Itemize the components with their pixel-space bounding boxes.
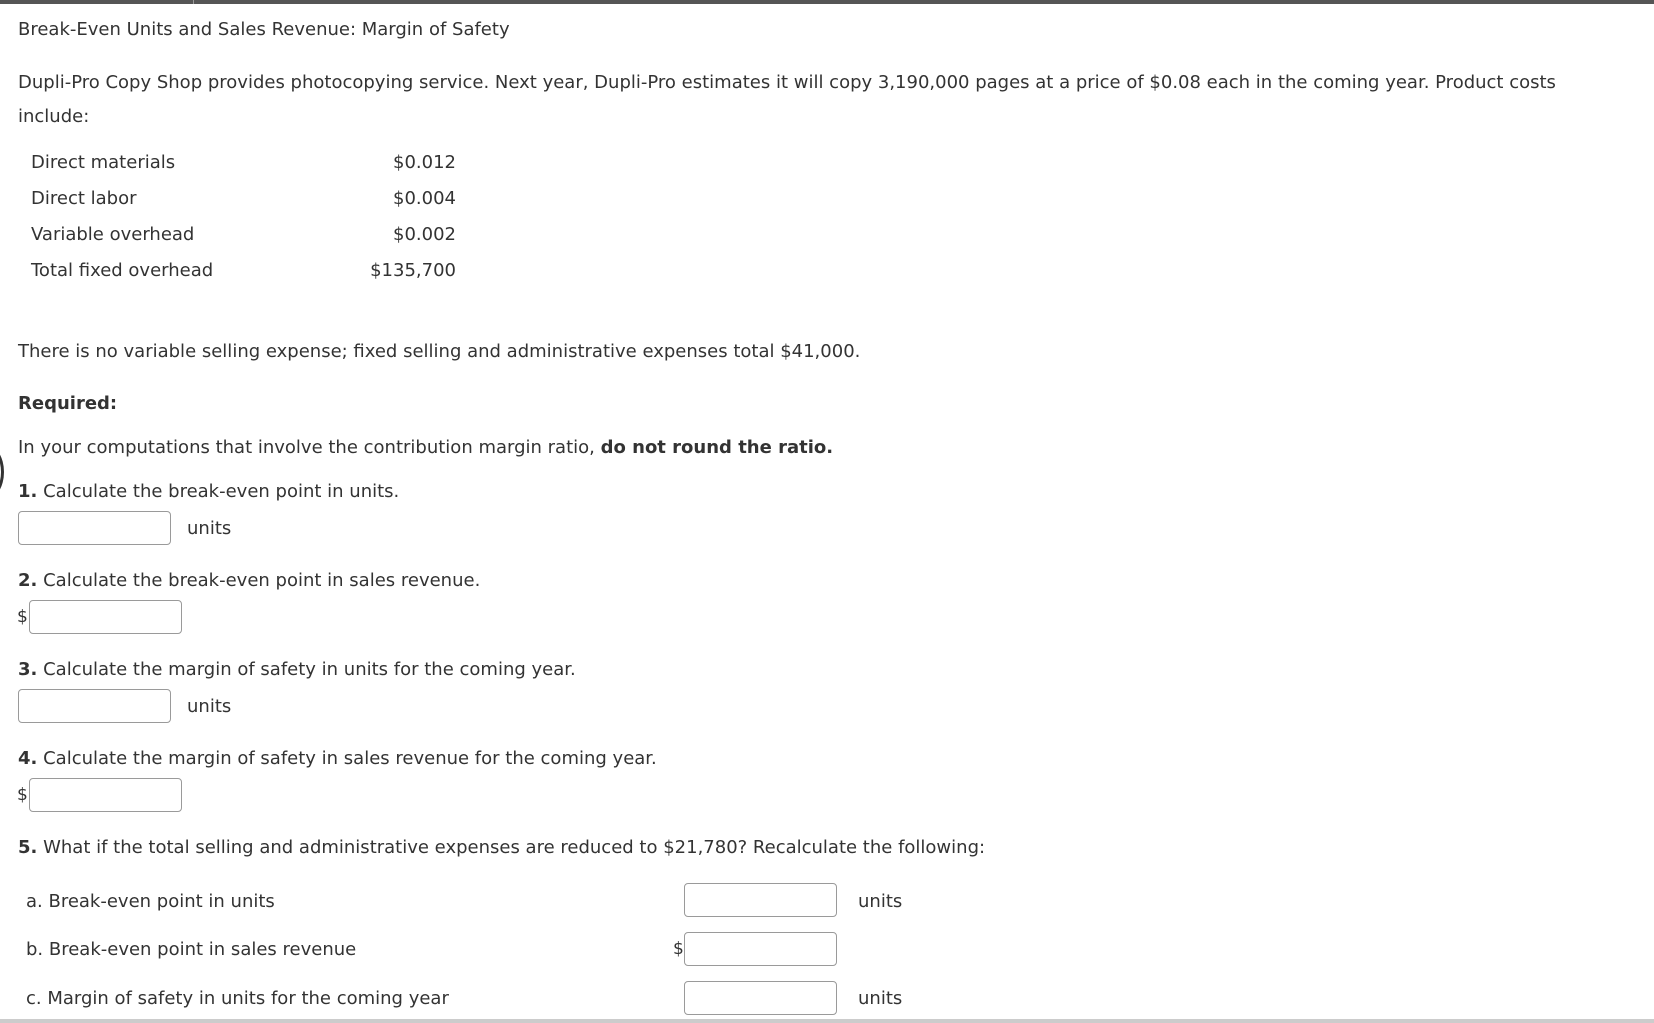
question-4-prompt	[18, 748, 657, 770]
unit-label: units	[858, 988, 903, 1009]
currency-symbol: $	[673, 939, 684, 959]
question-number: 2.	[18, 570, 38, 591]
q5a-label: a. Break-even point in units	[26, 891, 275, 912]
cost-value: $0.002	[393, 224, 456, 245]
instruction-emphasis: do not round the ratio.	[600, 437, 834, 458]
question-text: Calculate the break-even point in sales revenue.	[37, 570, 481, 591]
instruction-prefix: In your computations that involve the contribution margin ratio,	[18, 437, 601, 458]
question-text: Calculate the margin of safety in units for the coming year.	[37, 659, 576, 680]
q5c-label: c. Margin of safety in units for the coming year	[26, 988, 449, 1009]
question-text: Calculate the break-even point in units.	[37, 481, 400, 502]
question-number: 1.	[18, 481, 38, 502]
question-text: What if the total selling and administrative expenses are reduced to $21,780? Recalculate the following:	[37, 837, 986, 858]
top-border	[0, 0, 1654, 4]
unit-label: units	[187, 518, 232, 539]
top-border-tick	[193, 0, 194, 4]
cost-label: Total fixed overhead	[31, 260, 214, 281]
question-2-prompt	[18, 570, 480, 592]
margin-safety-units-input[interactable]	[18, 689, 171, 723]
intro-text-line-2: include:	[18, 106, 90, 127]
question-number: 5.	[18, 837, 38, 858]
q5c-margin-safety-units-input[interactable]	[684, 981, 837, 1015]
question-1-prompt	[18, 481, 399, 503]
breakeven-units-input[interactable]	[18, 511, 171, 545]
cost-value: $0.004	[393, 188, 456, 209]
question-5-prompt	[18, 837, 985, 859]
cost-value: $135,700	[370, 260, 456, 281]
breakeven-revenue-input[interactable]	[29, 600, 182, 634]
q5b-breakeven-revenue-input[interactable]	[684, 932, 837, 966]
bottom-border	[0, 1019, 1654, 1023]
question-number: 3.	[18, 659, 38, 680]
question-3-prompt	[18, 659, 576, 681]
currency-symbol: $	[17, 785, 28, 805]
cost-value: $0.012	[393, 152, 456, 173]
currency-symbol: $	[17, 607, 28, 627]
cost-label: Direct materials	[31, 152, 176, 173]
cost-label: Direct labor	[31, 188, 137, 209]
left-edge-circle-decoration	[0, 445, 4, 499]
cost-label: Variable overhead	[31, 224, 195, 245]
problem-title: Break-Even Units and Sales Revenue: Margin of Safety	[18, 19, 510, 40]
selling-expense-note: There is no variable selling expense; fixed selling and administrative expenses total $41,000.	[18, 341, 861, 362]
unit-label: units	[858, 891, 903, 912]
required-heading: Required:	[18, 393, 118, 414]
intro-text-line-1: Dupli-Pro Copy Shop provides photocopying service. Next year, Dupli-Pro estimates it will copy 3,190,000 pages at a price of $0.08 each in the coming year. Product costs	[18, 72, 1556, 93]
q5a-breakeven-units-input[interactable]	[684, 883, 837, 917]
instruction-text	[18, 437, 833, 459]
question-number: 4.	[18, 748, 38, 769]
unit-label: units	[187, 696, 232, 717]
margin-safety-revenue-input[interactable]	[29, 778, 182, 812]
q5b-label: b. Break-even point in sales revenue	[26, 939, 357, 960]
question-text: Calculate the margin of safety in sales revenue for the coming year.	[37, 748, 657, 769]
